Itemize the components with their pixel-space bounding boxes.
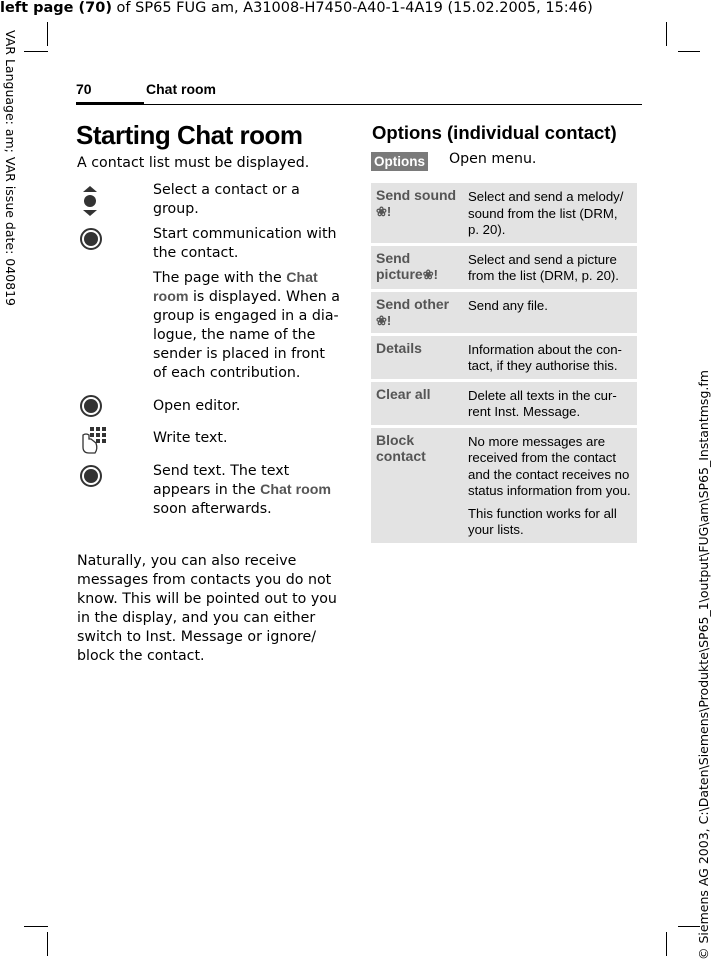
option-description: Delete all texts in the cur-rent Inst. Message. (463, 382, 637, 425)
menu-item-chat-room: Chat room (153, 270, 318, 305)
section-heading: Starting Chat room (76, 120, 303, 150)
drm-icon: ❀! (376, 204, 392, 219)
crop-mark (666, 22, 667, 46)
running-head: Chat room (146, 81, 216, 97)
crop-mark (678, 51, 700, 52)
drm-icon: ❀! (376, 312, 392, 328)
option-label[interactable]: Details (371, 336, 463, 379)
menu-item-chat-room: Chat room (260, 482, 332, 498)
keypad-icon (80, 425, 108, 455)
header-rule (144, 104, 642, 105)
option-label[interactable]: Clear all (371, 382, 463, 425)
crop-mark (47, 932, 48, 956)
table-row (371, 428, 637, 543)
option-description: Select and send a melody/ sound from the list (DRM, p. 20). (463, 183, 637, 243)
step-text: Select a contact or a group. (153, 182, 300, 217)
navigation-key-icon (80, 186, 100, 216)
step-text: The page with the Chat room is displayed. When a group is engaged in a dia-logue, the name of the sender is placed in front of each contribution. (153, 270, 340, 381)
option-description: Information about the con-tact, if they authorise this. (463, 336, 637, 379)
option-label[interactable]: Send picture❀! (371, 246, 463, 289)
option-label[interactable]: Send sound ❀! (371, 183, 463, 243)
option-description: Send any file. (463, 292, 637, 333)
page-number: 70 (76, 81, 92, 97)
option-label[interactable]: Block contact (371, 428, 463, 543)
crop-mark (47, 22, 48, 46)
table-row (371, 382, 637, 425)
header-rule (76, 102, 144, 105)
options-heading: Options (individual contact) (372, 122, 617, 143)
option-label[interactable]: Send other ❀! (371, 292, 463, 333)
closing-paragraph: Naturally, you can also receive messages from contacts you do not know. This will be pointed out to you in the display, and you can either switch to Inst. Message or ignore/ block the contact. (77, 553, 337, 664)
side-label-left: VAR Language: am; VAR issue date: 040819 (3, 30, 18, 306)
options-table (371, 180, 637, 546)
table-row (371, 336, 637, 379)
step-text: Send text. The text appears in the Chat room soon afterwards. (153, 463, 332, 517)
step-text: Open editor. (153, 398, 241, 414)
option-description: Select and send a picture from the list (DRM, p. 20). (463, 246, 637, 289)
center-key-icon (80, 465, 102, 487)
options-softkey[interactable]: Options (371, 152, 428, 171)
table-row (371, 183, 637, 243)
print-header: left page (70) of SP65 FUG am, A31008-H7450-A40-1-4A19 (15.02.2005, 15:46) (0, 0, 593, 16)
crop-mark (24, 926, 48, 927)
center-key-icon (80, 395, 102, 417)
options-description: Open menu. (449, 151, 537, 167)
table-row (371, 246, 637, 289)
crop-mark (666, 932, 667, 956)
center-key-icon (80, 228, 102, 250)
step-text: Write text. (153, 430, 228, 446)
lead-text: A contact list must be displayed. (77, 155, 310, 171)
crop-mark (24, 51, 48, 52)
step-text: Start communication with the contact. (153, 226, 337, 261)
table-row (371, 292, 637, 333)
option-description: No more messages are received from the contact and the contact receives no status information from you. This function works for all your lists. (463, 428, 637, 543)
drm-icon: ❀! (422, 266, 438, 282)
